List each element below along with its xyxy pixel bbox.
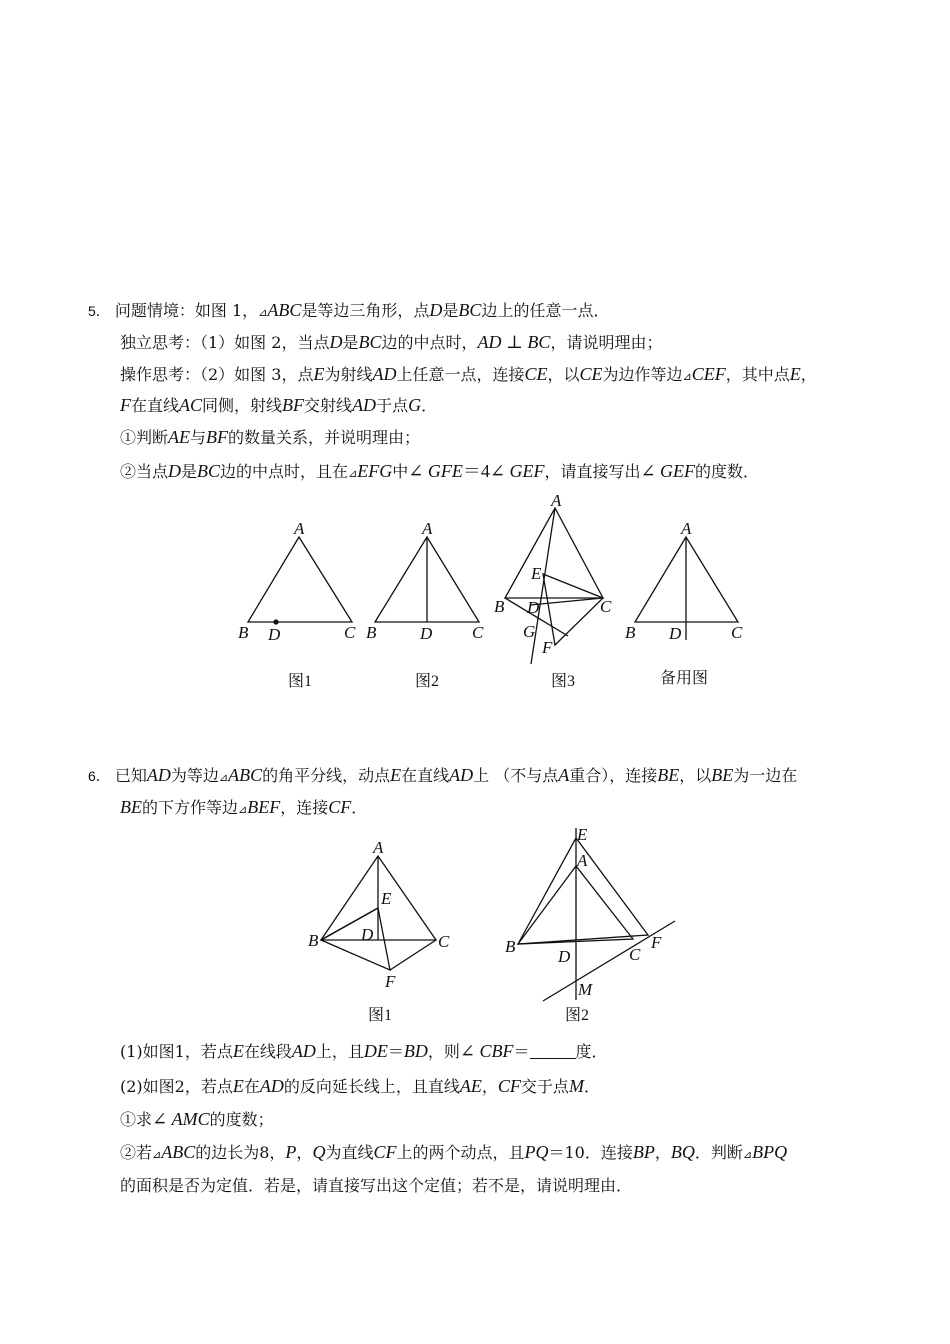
fig1-label-b: B — [238, 623, 249, 642]
spare-label-a: A — [681, 519, 692, 538]
q6-fig1-label-d: D — [361, 925, 374, 944]
answer-blank[interactable] — [530, 1042, 576, 1059]
q6-fig1-label-a: A — [373, 838, 384, 857]
q5-figures — [0, 490, 950, 720]
fig3-triangle-abc — [505, 508, 603, 598]
q6-fig1-label-c: C — [438, 932, 450, 951]
q5-figure-3 — [494, 491, 612, 690]
q6-fig2-label-b: B — [505, 937, 516, 956]
spare-caption: 备用图 — [660, 670, 709, 687]
q6-number: 6． — [88, 768, 110, 784]
q5-line-5: ①判断AE与BF的数量关系，并说明理由； — [120, 427, 421, 447]
q6-figure-1 — [308, 838, 450, 1024]
fig2-label-c: C — [472, 623, 484, 642]
q6-part-2-1: ①求∠ AMC的度数； — [120, 1109, 274, 1129]
triangle-symbol: ⊿ — [258, 306, 268, 319]
q6-fig2-label-f: F — [651, 933, 662, 952]
fig3-label-d: D — [527, 598, 540, 617]
q6-line-2: BE的下方作等边⊿BEF，连接CF． — [120, 797, 368, 817]
fig2-caption: 图2 — [415, 673, 440, 690]
q6-fig1-caption: 图1 — [368, 1007, 393, 1024]
fig2-label-b: B — [366, 623, 377, 642]
q6-part-1: (1)如图1，若点E在线段AD上，且DE＝BD，则∠ CBF＝ 度． — [120, 1041, 608, 1061]
q5-line-3: 操作思考：（2）如图 3，点E为射线AD上任意一点，连接CE，以CE为边作等边⊿CEF，其中点E， — [120, 364, 817, 384]
q5-figure-spare — [625, 519, 743, 687]
q5-figure-1 — [238, 519, 356, 690]
q5-number: 5． — [88, 303, 110, 319]
q6-fig2-label-e: E — [577, 825, 588, 844]
fig2-label-a: A — [422, 519, 433, 538]
q6-fig1-segment-cf — [390, 940, 436, 970]
fig1-caption: 图1 — [288, 673, 313, 690]
spare-label-c: C — [731, 623, 743, 642]
fig3-label-f: F — [542, 638, 553, 657]
q6-part-2-2-cont: 的面积是否为定值．若是，请直接写出这个定值；若不是，请说明理由． — [120, 1176, 633, 1195]
fig1-label-c: C — [344, 623, 356, 642]
fig3-label-c: C — [600, 597, 612, 616]
fig2-label-d: D — [420, 624, 433, 643]
q5-line-2: 独立思考：（1）如图 2，当点D是BC边的中点时，AD ⊥ BC，请说明理由； — [120, 332, 663, 352]
q6-figure-2 — [505, 825, 675, 1024]
q5-figure-2 — [366, 519, 484, 690]
q6-fig2-caption: 图2 — [565, 1007, 590, 1024]
q5-line-4: F在直线AC同侧，射线BF交射线AD于点G． — [120, 395, 438, 415]
q6-fig1-label-e: E — [381, 889, 392, 908]
q5-line-1: 5． 问题情境：如图 1，⊿ABC是等边三角形，点D是BC边上的任意一点． — [88, 300, 610, 320]
q6-fig2-label-d: D — [558, 947, 571, 966]
q6-line-1: 6． 已知AD为等边⊿ABC的角平分线，动点E在直线AD上 （不与点A重合），连接BE，以BE为一边在 — [88, 765, 798, 785]
fig3-label-a: A — [551, 491, 562, 510]
fig1-triangle — [248, 537, 352, 622]
q6-figures — [0, 820, 950, 1030]
fig3-triangle-cef — [543, 574, 603, 645]
fig3-label-g: G — [523, 622, 536, 641]
fig1-point-d — [274, 620, 278, 624]
q6-fig1-label-b: B — [308, 931, 319, 950]
fig1-label-a: A — [294, 519, 305, 538]
q5-line-6: ②当点D是BC边的中点时，且在⊿EFG中∠ GFE＝4∠ GEF，请直接写出∠ GEF的度数． — [120, 461, 760, 481]
q6-fig1-triangle-bef — [321, 908, 390, 970]
q6-fig2-label-c: C — [629, 945, 641, 964]
spare-label-b: B — [625, 623, 636, 642]
q6-fig2-label-m: M — [578, 980, 593, 999]
fig3-label-b: B — [494, 597, 505, 616]
q6-fig1-label-f: F — [385, 972, 396, 991]
spare-label-d: D — [669, 624, 682, 643]
q6-part-2-2: ②若⊿ABC的边长为8，P，Q为直线CF上的两个动点，且PQ＝10．连接BP，BQ．判断⊿BPQ — [120, 1142, 788, 1162]
fig3-label-e: E — [531, 564, 542, 583]
q6-part-2: (2)如图2，若点E在AD的反向延长线上，且直线AE，CF交于点M． — [120, 1076, 600, 1096]
fig3-caption: 图3 — [551, 673, 576, 690]
q6-fig2-label-a: A — [577, 851, 588, 870]
fig1-label-d: D — [268, 625, 281, 644]
